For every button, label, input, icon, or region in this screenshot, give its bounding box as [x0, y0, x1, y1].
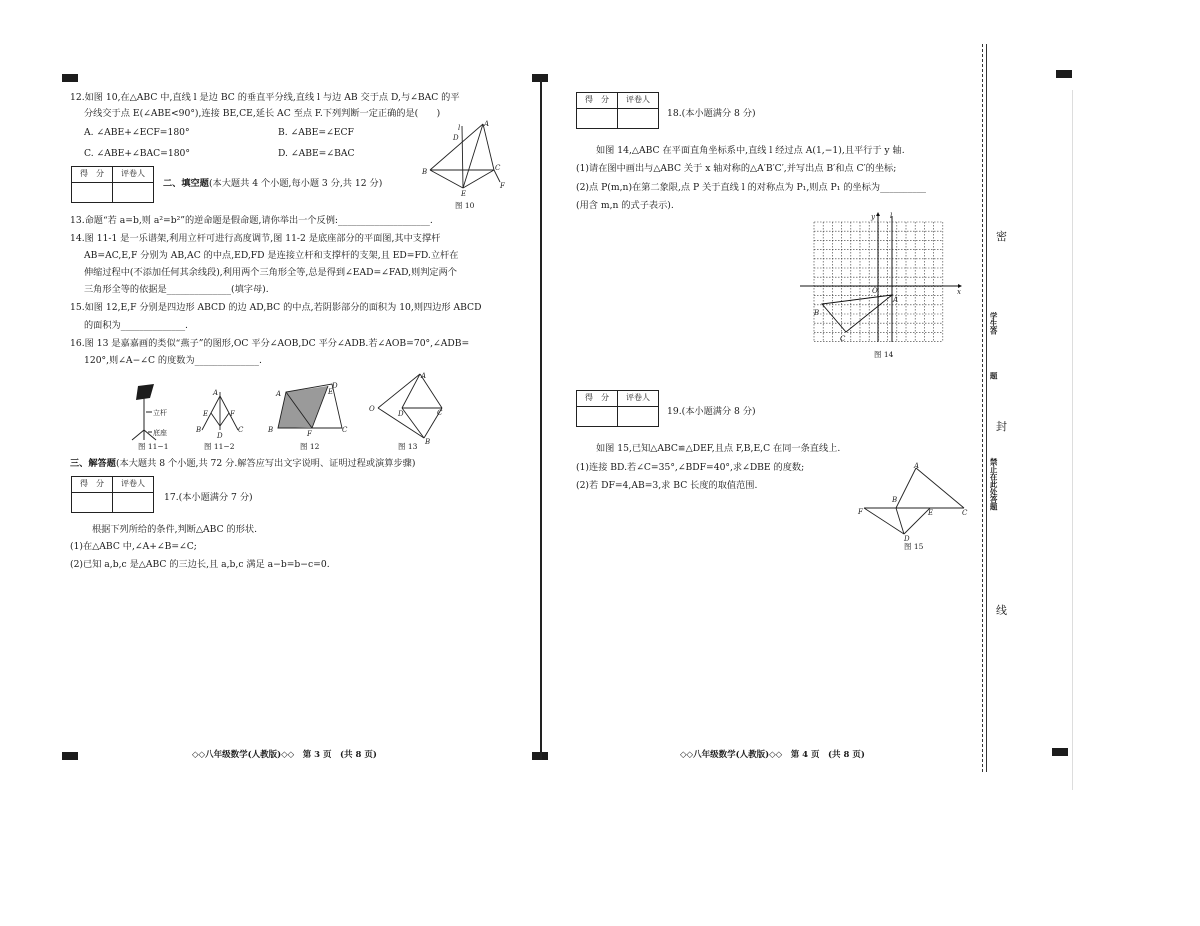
score-label: 得 分	[72, 167, 113, 183]
base-label: 底座	[153, 429, 167, 437]
svg-text:E: E	[461, 190, 467, 198]
svg-text:A: A	[213, 389, 219, 397]
figure-10	[418, 118, 513, 200]
binding-faint-line	[1072, 90, 1073, 790]
binding-dashed-line	[982, 44, 984, 772]
question-19-part-1: (1)连接 BD.若∠C=35°,∠BDF=40°,求∠DBE 的度数;	[576, 462, 805, 473]
question-17-intro: 根据下列所给的条件,判断△ABC 的形状.	[92, 524, 258, 535]
figure-12	[266, 380, 348, 436]
question-19-intro: 如图 15,已知△ABC≌△DEF,且点 F,B,E,C 在同一条直线上.	[596, 443, 841, 454]
score-cell[interactable]	[577, 109, 618, 129]
svg-text:D: D	[332, 382, 338, 390]
svg-text:A: A	[421, 372, 427, 380]
seal-char-xian: 线	[996, 604, 1007, 617]
svg-text:C: C	[495, 164, 501, 172]
score-table	[576, 390, 659, 427]
score-table	[576, 92, 659, 129]
question-16-text: 16.图 13 是嘉嘉画的类似“燕子”的图形,OC 平分∠AOB,DC 平分∠ADB.若∠AOB=70°,∠ADB=	[70, 338, 470, 349]
question-12-text: 分线交于点 E(∠ABE<90°),连接 BE,CE,延长 AC 至点 F.下列判断一定正确的是( )	[84, 108, 441, 119]
figure-11-1	[128, 382, 188, 444]
section-2-title: 二、填空题	[163, 178, 209, 189]
svg-text:F: F	[500, 182, 505, 190]
question-13: 13.命题“若 a=b,则 a²=b²”的逆命题是假命题,请你举出一个反例:____________________.	[70, 215, 433, 226]
binding-note: 学生答	[989, 312, 999, 335]
page-3-footer: ◇◇八年级数学(人教版)◇◇ 第 3 页 (共 8 页)	[192, 750, 377, 760]
figure-15-caption: 图 15	[904, 542, 924, 551]
page-divider	[540, 80, 542, 760]
score-cell[interactable]	[72, 183, 113, 203]
svg-text:A: A	[914, 462, 920, 470]
svg-text:C: C	[437, 409, 443, 417]
svg-text:B: B	[425, 438, 431, 446]
svg-text:B: B	[268, 426, 274, 434]
svg-text:B: B	[196, 426, 202, 434]
registration-mark	[62, 752, 78, 760]
svg-text:D: D	[217, 432, 223, 440]
score-cell[interactable]	[577, 407, 618, 427]
question-14-text: 伸缩过程中(不添加任何其余线段),利用两个三角形全等,总是得到∠EAD=∠FAD,则判定两个	[84, 267, 457, 278]
option-d: D. ∠ABE=∠BAC	[278, 148, 355, 159]
option-a: A. ∠ABE+∠ECF=180°	[84, 127, 190, 138]
grader-label: 评卷人	[113, 167, 154, 183]
question-18-title: 18.(本小题满分 8 分)	[667, 108, 756, 119]
section-3-heading	[70, 458, 415, 470]
grader-cell[interactable]	[113, 493, 154, 513]
score-label: 得 分	[577, 93, 618, 109]
svg-text:A: A	[276, 390, 282, 398]
svg-text:l: l	[458, 124, 461, 132]
svg-text:B: B	[892, 496, 898, 504]
grader-label: 评卷人	[618, 93, 659, 109]
registration-mark	[1052, 748, 1068, 756]
question-17-part-1: (1)在△ABC 中,∠A+∠B=∠C;	[70, 541, 197, 552]
question-17-title: 17.(本小题满分 7 分)	[164, 492, 253, 503]
score-label: 得 分	[577, 391, 618, 407]
section-3-desc: (本大题共 8 个小题,共 72 分.解答应写出文字说明、证明过程或演算步骤)	[115, 458, 416, 469]
svg-text:l: l	[890, 212, 893, 220]
question-14-text: AB=AC,E,F 分别为 AB,AC 的中点,ED,FD 是连接立杆和支撑杆的支架,且 ED=FD.立杆在	[84, 250, 459, 261]
question-15-text: 的面积为______________.	[84, 320, 188, 331]
section-2-heading	[163, 178, 382, 190]
question-19-part-2: (2)若 DF=4,AB=3,求 BC 长度的取值范围.	[576, 480, 758, 491]
svg-text:E: E	[328, 388, 334, 396]
question-17-part-2: (2)已知 a,b,c 是△ABC 的三边长,且 a,b,c 满足 a−b=b−c=0.	[70, 559, 330, 570]
svg-text:O: O	[369, 405, 375, 413]
score-table	[71, 166, 154, 203]
section-3-title: 三、解答题	[70, 458, 116, 469]
svg-text:F: F	[307, 430, 312, 436]
svg-text:C: C	[840, 335, 846, 343]
svg-text:F: F	[230, 410, 235, 418]
question-18-part-1: (1)请在图中画出与△ABC 关于 x 轴对称的△A′B′C′,并写出点 B′和点 C′的坐标;	[576, 163, 897, 174]
question-14-text: 14.图 11-1 是一乐谱架,利用立杆可进行高度调节,图 11-2 是底座部分的平面图,其中支撑杆	[70, 233, 441, 244]
question-18-part-2: (2)点 P(m,n)在第二象限,点 P 关于直线 l 的对称点为 P₁,则点 P₁ 的坐标为__________	[576, 182, 927, 193]
option-b: B. ∠ABE=∠ECF	[278, 127, 354, 138]
figure-11-1-caption: 图 11−1	[138, 442, 169, 451]
svg-text:E: E	[928, 509, 934, 517]
question-12-text: 12.如图 10,在△ABC 中,直线 l 是边 BC 的垂直平分线,直线 l 与边 AB 交于点 D,与∠BAC 的平	[70, 92, 460, 103]
figure-14-caption: 图 14	[874, 350, 894, 359]
svg-text:A: A	[484, 120, 490, 128]
registration-mark	[1056, 70, 1072, 78]
svg-text:C: C	[962, 509, 968, 517]
svg-text:D: D	[453, 134, 459, 142]
seal-char-mi: 密	[996, 230, 1007, 243]
registration-mark	[62, 74, 78, 82]
score-label: 得 分	[72, 477, 113, 493]
figure-11-2-caption: 图 11−2	[204, 442, 235, 451]
question-15-text: 15.如图 12,E,F 分别是四边形 ABCD 的边 AD,BC 的中点,若阴影部分的面积为 10,则四边形 ABCD	[70, 302, 482, 313]
figure-12-caption: 图 12	[300, 442, 320, 451]
question-19-title: 19.(本小题满分 8 分)	[667, 406, 756, 417]
svg-text:x: x	[957, 288, 961, 296]
svg-text:C: C	[342, 426, 348, 434]
svg-text:y: y	[871, 213, 875, 221]
grader-cell[interactable]	[618, 407, 659, 427]
svg-text:D: D	[398, 410, 404, 418]
question-18-part-2: (用含 m,n 的式子表示).	[576, 200, 674, 211]
grader-cell[interactable]	[618, 109, 659, 129]
grader-cell[interactable]	[113, 183, 154, 203]
svg-text:D: D	[904, 535, 910, 542]
svg-text:E: E	[203, 410, 209, 418]
svg-text:A: A	[893, 296, 899, 304]
binding-note: 禁止在此处答题	[989, 458, 999, 511]
question-18-intro: 如图 14,△ABC 在平面直角坐标系中,直线 l 经过点 A(1,−1),且平行于 y 轴.	[596, 145, 905, 156]
figure-11-2	[196, 386, 246, 444]
question-16-text: 120°,则∠A−∠C 的度数为______________.	[84, 355, 262, 366]
svg-text:F: F	[858, 508, 863, 516]
score-table	[71, 476, 154, 513]
svg-text:B: B	[814, 309, 820, 317]
page-4-footer: ◇◇八年级数学(人教版)◇◇ 第 4 页 (共 8 页)	[680, 750, 865, 760]
score-cell[interactable]	[72, 493, 113, 513]
option-c: C. ∠ABE+∠BAC=180°	[84, 148, 190, 159]
figure-13-caption: 图 13	[398, 442, 418, 451]
section-2-desc: (本大题共 4 个小题,每小题 3 分,共 12 分)	[208, 178, 383, 189]
binding-note: 题	[989, 372, 999, 380]
grader-label: 评卷人	[113, 477, 154, 493]
figure-10-caption: 图 10	[455, 201, 475, 210]
question-14-text: 三角形全等的依据是______________(填字母).	[84, 284, 269, 295]
binding-solid-line	[986, 44, 987, 772]
svg-text:C: C	[238, 426, 244, 434]
grader-label: 评卷人	[618, 391, 659, 407]
svg-text:O: O	[872, 287, 878, 295]
pole-label: 立杆	[153, 409, 167, 417]
figure-15	[856, 462, 972, 542]
svg-text:B: B	[422, 168, 428, 176]
figure-13	[366, 370, 446, 446]
figure-14	[800, 212, 962, 348]
seal-char-feng: 封	[996, 420, 1007, 433]
